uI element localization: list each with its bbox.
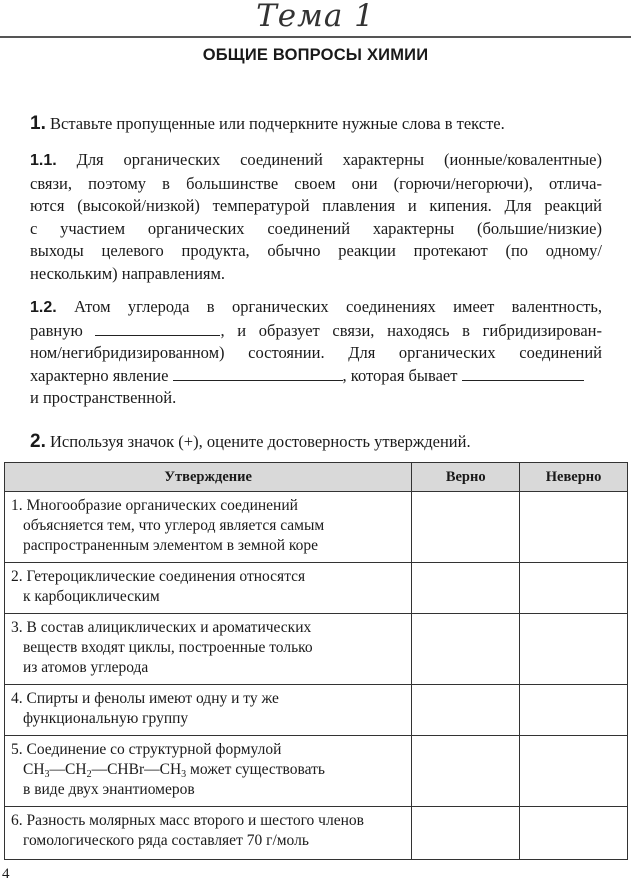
paragraph-line: 1.2. Атом углерода в органических соединениях имеет валентность,	[30, 297, 602, 316]
false-mark-cell[interactable]	[520, 807, 628, 860]
task-2-number: 2.	[30, 431, 46, 452]
table-row	[5, 563, 628, 614]
paragraph-line: ются (высокой/низкой) температурой плавления и кипения. Для реакций	[30, 196, 602, 215]
paragraph-line: равную , и образует связи, находясь в гибридизирован-	[30, 320, 602, 340]
paragraph-line: выходы целевого продукта, обычно реакции протекают (по одному/	[30, 241, 602, 260]
task-2-text: Используя значок (+), оцените достоверность утверждений.	[49, 432, 471, 451]
paragraph-line: ном/негибридизированном) состоянии. Для органических соединений	[30, 343, 602, 362]
statements-table	[4, 462, 628, 860]
page-number: 4	[2, 866, 10, 882]
paragraph-line: нескольким) направлениям.	[30, 263, 226, 283]
true-mark-cell[interactable]	[412, 807, 520, 860]
table-row	[5, 736, 628, 807]
chapter-title: ОБЩИЕ ВОПРОСЫ ХИМИИ	[202, 46, 429, 64]
true-mark-cell[interactable]	[412, 736, 520, 807]
false-mark-cell[interactable]	[520, 614, 628, 685]
true-mark-cell[interactable]	[412, 492, 520, 563]
topic-header	[0, 0, 631, 40]
task-2-prompt	[30, 431, 602, 454]
false-mark-cell[interactable]	[520, 492, 628, 563]
topic-rule	[0, 36, 631, 38]
statement-cell: 6. Разность молярных масс второго и шестого членов гомологического ряда составляет 70 г/моль	[5, 807, 412, 860]
header-statement: Утверждение	[5, 463, 412, 492]
task-1-number: 1.	[30, 113, 46, 134]
paragraph-line: и пространственной.	[30, 388, 177, 407]
paragraph-1-1-number: 1.1.	[30, 152, 57, 169]
table-header-row	[5, 463, 628, 492]
answer-blank-kind[interactable]	[462, 365, 584, 381]
answer-blank-valence[interactable]	[95, 320, 220, 336]
table-row	[5, 492, 628, 563]
paragraph-1-2-number: 1.2.	[30, 299, 57, 316]
paragraph-1-2	[30, 296, 602, 410]
task-1-prompt	[30, 113, 602, 136]
paragraph-1-1	[30, 149, 602, 285]
paragraph-line: с участием органических соединений характерны (большие/низкие)	[30, 218, 602, 238]
table-row	[5, 807, 628, 860]
false-mark-cell[interactable]	[520, 563, 628, 614]
paragraph-line: характерно явление , которая бывает	[30, 365, 602, 388]
statement-cell: 4. Спирты и фенолы имеют одну и ту же функциональную группу	[5, 685, 412, 736]
structural-formula: $CH_3—CH_2—CHBr—CH_3$ может существовать	[23, 761, 325, 780]
paragraph-line: 1.1. Для органических соединений характерны (ионные/ковалентные)	[30, 150, 603, 169]
statement-cell: 2. Гетероциклические соединения относятся к карбоциклическим	[5, 563, 412, 614]
true-mark-cell[interactable]	[412, 614, 520, 685]
false-mark-cell[interactable]	[520, 685, 628, 736]
topic-title: Тема 1	[256, 0, 375, 34]
statement-cell: 3. В состав алициклических и ароматических веществ входят циклы, построенные только из атомов углерода	[5, 614, 412, 685]
table-row	[5, 614, 628, 685]
task-1-text: Вставьте пропущенные или подчеркните нужные слова в тексте.	[49, 114, 505, 133]
statement-cell: 1. Многообразие органических соединений объясняется тем, что углерод является самым распространенным элементом в земной коре	[5, 492, 412, 563]
paragraph-line: связи, поэтому в большинстве своем они (горючи/негорючи), отлича-	[30, 173, 602, 193]
header-true: Верно	[412, 463, 520, 492]
true-mark-cell[interactable]	[412, 685, 520, 736]
statement-cell: 5. Соединение со структурной формулой $CH_3—CH_2—CHBr—CH_3$ может существовать в виде двух энантиомеров	[5, 736, 412, 807]
true-mark-cell[interactable]	[412, 563, 520, 614]
header-false: Неверно	[520, 463, 628, 492]
answer-blank-phenomenon[interactable]	[173, 365, 343, 381]
table-row	[5, 685, 628, 736]
false-mark-cell[interactable]	[520, 736, 628, 807]
